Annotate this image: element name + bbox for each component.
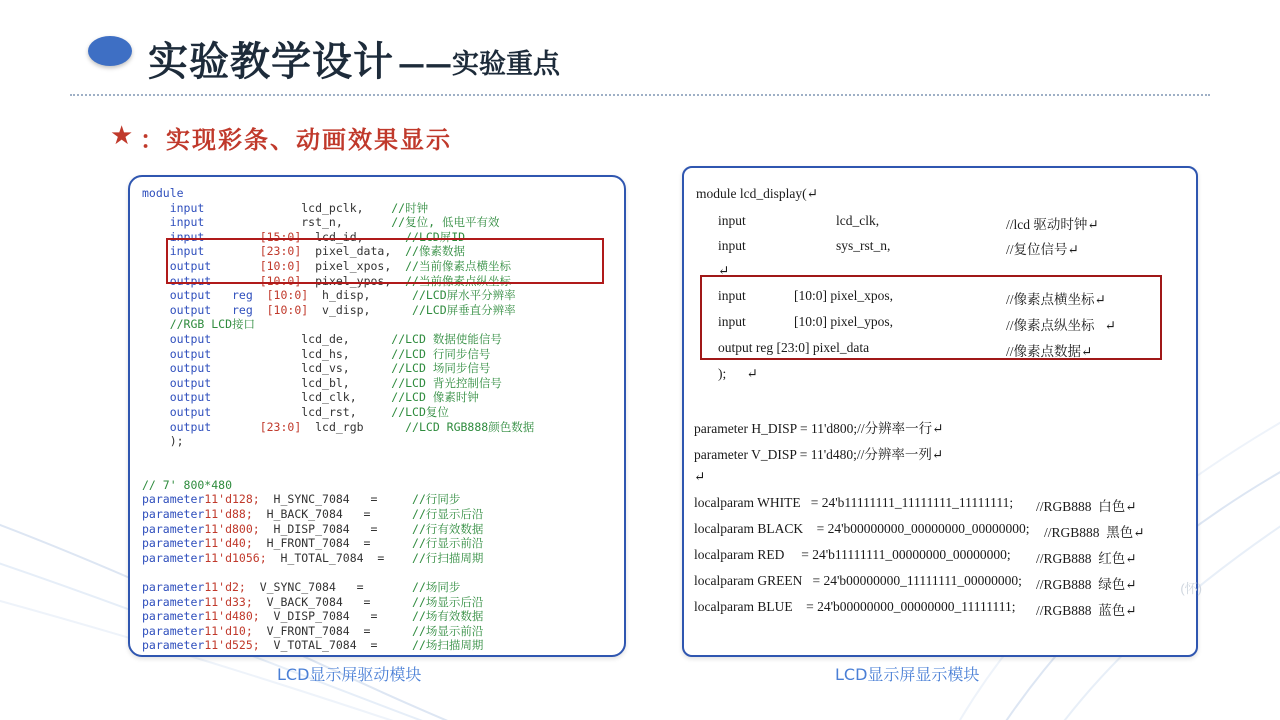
right-card-caption: LCD显示屏显示模块 <box>835 665 980 684</box>
right-highlight-box <box>700 275 1162 360</box>
header-bullet-icon <box>88 36 132 66</box>
right-code-line: //lcd 驱动时钟↵ <box>1006 217 1099 232</box>
right-code-line: localparam RED = 24'b11111111_00000000_00000000; <box>694 547 1011 562</box>
right-code-line: //像素点横坐标↵ <box>1006 292 1106 307</box>
star-icon: ★ <box>110 120 134 150</box>
right-code-line: input <box>718 314 746 329</box>
right-code-line: input <box>718 213 746 228</box>
left-highlight-box <box>166 238 604 284</box>
right-code-line: sys_rst_n, <box>836 238 891 253</box>
right-code-line: //像素点数据↵ <box>1006 344 1093 359</box>
right-code-line: [10:0] pixel_xpos, <box>794 288 893 303</box>
right-code-line: //像素点纵坐标 ↵ <box>1006 318 1116 333</box>
right-code-line: //RGB888 红色↵ <box>1036 551 1137 566</box>
right-code-line: localparam BLACK = 24'b00000000_00000000_00000000; <box>694 521 1030 536</box>
right-code-line: ↵ <box>694 469 706 484</box>
right-code-line: ↵ <box>718 263 730 278</box>
slide-header <box>0 0 1280 96</box>
right-code-line: //RGB888 绿色↵ <box>1036 577 1137 592</box>
right-code-line: parameter V_DISP = 11'd480;//分辨率一列↵ <box>694 447 944 462</box>
right-code-line: [10:0] pixel_ypos, <box>794 314 893 329</box>
right-code-line: lcd_clk, <box>836 213 880 228</box>
right-code-line: localparam BLUE = 24'b00000000_00000000_11111111; <box>694 599 1016 614</box>
right-code-line: //RGB888 白色↵ <box>1036 499 1137 514</box>
right-code-line: //RGB888 黑色↵ <box>1044 525 1145 540</box>
section-heading: ：实现彩条、动画效果显示 <box>140 125 452 154</box>
right-code-line: //复位信号↵ <box>1006 242 1079 257</box>
watermark-text: (怀) <box>1180 581 1202 596</box>
right-code-line: localparam WHITE = 24'b11111111_11111111_11111111; <box>694 495 1014 510</box>
page-title: 实验教学设计 <box>148 39 394 85</box>
right-code-line: parameter H_DISP = 11'd800;//分辨率一行↵ <box>694 421 944 436</box>
right-code-line: output reg [23:0] pixel_data <box>718 340 870 355</box>
right-code-line: module lcd_display(↵ <box>696 186 818 201</box>
header-divider <box>70 94 1210 96</box>
right-code-line: localparam GREEN = 24'b00000000_11111111_00000000; <box>694 573 1022 588</box>
right-code-line: //RGB888 蓝色↵ <box>1036 603 1137 618</box>
left-code-block: module input lcd_pclk, //时钟 input rst_n, //复位, 低电平有效 input [15:0] lcd_id, //LCD屏ID input [23:0] pixel_data, //像素数据 output [10:0] pixel_xpos, //当前像素点横坐标 output [10:0] pixel_ypos, //当前像素点纵坐标 output reg [10:0] h_disp, //LCD屏水平分辨率 output reg [10:0] v_disp, //LCD屏垂直分辨率 //RGB LCD接口 output lcd_de, //LCD 数据使能信号 output lcd_hs, //LCD 行同步信号 output lcd_vs, //LCD 场同步信号 output lcd_bl, //LCD 背光控制信号 output lcd_clk, //LCD 像素时钟 output lcd_rst, //LCD复位 output [23:0] lcd_rgb //LCD RGB888颜色数据 ); // 7' 800*480 parameter11'd128; H_SYNC_7084 = //行同步 parameter11'd88; H_BACK_7084 = //行显示后沿 parameter11'd800; H_DISP_7084 = //行有效数据 parameter11'd40; H_FRONT_7084 = //行显示前沿 parameter11'd1056; H_TOTAL_7084 = //行扫描周期 parameter11'd2; V_SYNC_7084 = //场同步 parameter11'd33; V_BACK_7084 = //场显示后沿 parameter11'd480; V_DISP_7084 = //场有效数据 parameter11'd10; V_FRONT_7084 = //场显示前沿 parameter11'd525; V_TOTAL_7084 = //场扫描周期 <box>142 186 535 653</box>
right-code-line: input <box>718 288 746 303</box>
right-code-card <box>682 166 1198 657</box>
right-code-line: input <box>718 238 746 253</box>
page-subtitle: ——实验重点 <box>398 49 560 80</box>
right-code-line: ); ↵ <box>718 366 758 381</box>
left-card-caption: LCD显示屏驱动模块 <box>277 665 422 684</box>
